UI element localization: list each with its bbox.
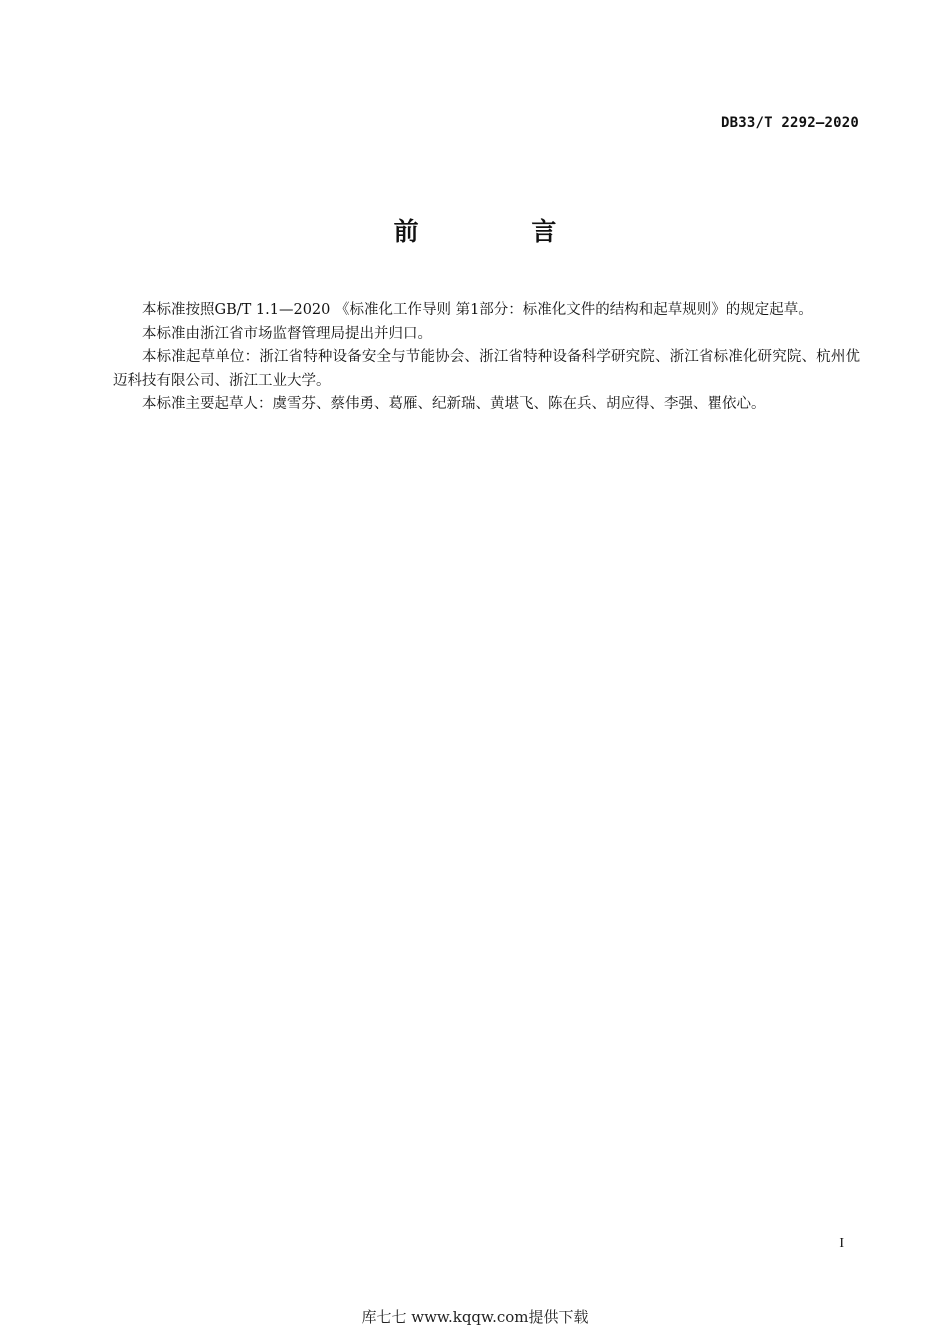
page-number: I bbox=[839, 1236, 844, 1251]
foreword-body bbox=[113, 299, 860, 417]
page-title: 前 言 bbox=[393, 217, 609, 246]
paragraph-drafting-units: 本标准起草单位：浙江省特种设备安全与节能协会、浙江省特种设备科学研究院、浙江省标准化研究院、杭州优迈科技有限公司、浙江工业大学。 bbox=[113, 349, 860, 389]
paragraph-drafters: 本标准主要起草人：虞雪芬、蔡伟勇、葛雁、纪新瑞、黄堪飞、陈在兵、胡应得、李强、瞿依心。 bbox=[142, 396, 766, 412]
document-code: DB33/T 2292—2020 bbox=[720, 115, 859, 131]
paragraph-drafting-rules: 本标准按照GB/T 1.1—2020 《标准化工作导则 第1部分：标准化文件的结构和起草规则》的规定起草。 bbox=[142, 302, 813, 318]
download-watermark: 库七七 www.kqqw.com提供下载 bbox=[361, 1308, 589, 1326]
paragraph-proposer: 本标准由浙江省市场监督管理局提出并归口。 bbox=[142, 325, 432, 342]
